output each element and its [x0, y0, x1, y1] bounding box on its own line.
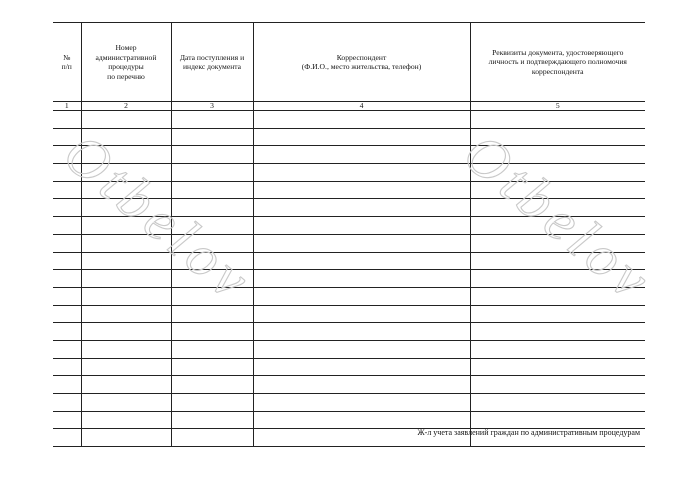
table-cell[interactable]	[81, 287, 171, 305]
table-cell[interactable]	[171, 128, 253, 146]
table-cell[interactable]	[53, 340, 81, 358]
table-cell[interactable]	[53, 358, 81, 376]
table-cell[interactable]	[253, 358, 470, 376]
table-cell[interactable]	[81, 181, 171, 199]
header-row-number	[53, 23, 81, 102]
header-row-number-text: № п/п	[61, 52, 72, 71]
journal-body	[53, 111, 645, 447]
table-row	[53, 164, 645, 182]
table-cell[interactable]	[470, 394, 645, 412]
table-cell[interactable]	[171, 181, 253, 199]
table-cell[interactable]	[81, 146, 171, 164]
table-cell[interactable]	[253, 340, 470, 358]
table-cell[interactable]	[81, 323, 171, 341]
table-row	[53, 358, 645, 376]
column-number: 2	[81, 102, 171, 111]
table-cell[interactable]	[470, 146, 645, 164]
table-row	[53, 252, 645, 270]
table-cell[interactable]	[171, 270, 253, 288]
table-cell[interactable]	[171, 429, 253, 447]
table-cell[interactable]	[470, 305, 645, 323]
table-cell[interactable]	[253, 199, 470, 217]
table-cell[interactable]	[470, 217, 645, 235]
header-document-details-text: Реквизиты документа, удостоверяющего личность и подтверждающего полномочия корреспондента	[488, 47, 627, 76]
table-cell[interactable]	[81, 111, 171, 129]
table-row	[53, 270, 645, 288]
table-row	[53, 394, 645, 412]
table-cell[interactable]	[470, 252, 645, 270]
table-cell[interactable]	[53, 217, 81, 235]
table-cell[interactable]	[81, 252, 171, 270]
column-number: 4	[253, 102, 470, 111]
table-cell[interactable]	[470, 340, 645, 358]
table-cell[interactable]	[253, 217, 470, 235]
table-cell[interactable]	[470, 199, 645, 217]
table-cell[interactable]	[53, 111, 81, 129]
table-row	[53, 111, 645, 129]
table-cell[interactable]	[470, 358, 645, 376]
table-cell[interactable]	[470, 270, 645, 288]
table-cell[interactable]	[81, 305, 171, 323]
header-procedure-number-text: Номер административной процедуры по перечню	[95, 43, 157, 81]
table-cell[interactable]	[53, 394, 81, 412]
table-cell[interactable]	[81, 234, 171, 252]
table-cell[interactable]	[171, 164, 253, 182]
header-correspondent-text: Корреспондент (Ф.И.О., место жительства, телефон)	[301, 52, 422, 71]
table-cell[interactable]	[53, 164, 81, 182]
table-cell[interactable]	[53, 128, 81, 146]
column-number: 1	[53, 102, 81, 111]
header-row	[53, 23, 645, 102]
table-cell[interactable]	[53, 305, 81, 323]
table-cell[interactable]	[53, 252, 81, 270]
table-cell[interactable]	[470, 181, 645, 199]
table-cell[interactable]	[53, 323, 81, 341]
table-cell[interactable]	[81, 128, 171, 146]
table-row	[53, 217, 645, 235]
table-cell[interactable]	[53, 429, 81, 447]
header-document-details	[470, 23, 645, 102]
table-cell[interactable]	[253, 252, 470, 270]
table-cell[interactable]	[253, 305, 470, 323]
header-receipt-date	[171, 23, 253, 102]
table-cell[interactable]	[81, 340, 171, 358]
table-row	[53, 146, 645, 164]
watermark-left-text: Otbelov	[51, 120, 267, 315]
table-row	[53, 411, 645, 429]
table-cell[interactable]	[253, 111, 470, 129]
table-cell[interactable]	[470, 411, 645, 429]
header-correspondent	[253, 23, 470, 102]
table-row	[53, 305, 645, 323]
table-cell[interactable]	[470, 376, 645, 394]
table-row	[53, 376, 645, 394]
table-cell[interactable]	[81, 411, 171, 429]
table-cell[interactable]	[171, 111, 253, 129]
table-row	[53, 340, 645, 358]
table-cell[interactable]	[171, 287, 253, 305]
journal-footer-title: Ж-л учета заявлений граждан по административным процедурам	[417, 428, 640, 437]
table-cell[interactable]	[253, 323, 470, 341]
table-cell[interactable]	[53, 376, 81, 394]
table-cell[interactable]	[53, 234, 81, 252]
table-cell[interactable]	[53, 411, 81, 429]
table-cell[interactable]	[253, 270, 470, 288]
table-row	[53, 323, 645, 341]
table-cell[interactable]	[171, 358, 253, 376]
table-row	[53, 181, 645, 199]
table-row	[53, 128, 645, 146]
table-cell[interactable]	[253, 181, 470, 199]
table-cell[interactable]	[171, 394, 253, 412]
table-cell[interactable]	[171, 411, 253, 429]
table-cell[interactable]	[253, 146, 470, 164]
journal-table	[53, 22, 645, 447]
table-cell[interactable]	[53, 181, 81, 199]
table-cell[interactable]	[53, 270, 81, 288]
table-cell[interactable]	[171, 340, 253, 358]
table-cell[interactable]	[470, 234, 645, 252]
header-procedure-number	[81, 23, 171, 102]
table-cell[interactable]	[171, 323, 253, 341]
table-cell[interactable]	[171, 252, 253, 270]
table-cell[interactable]	[171, 376, 253, 394]
table-row	[53, 199, 645, 217]
table-cell[interactable]	[81, 429, 171, 447]
column-number-row	[53, 102, 645, 111]
table-cell[interactable]	[253, 128, 470, 146]
table-cell[interactable]	[53, 146, 81, 164]
column-number: 5	[470, 102, 645, 111]
table-cell[interactable]	[253, 234, 470, 252]
table-cell[interactable]	[253, 411, 470, 429]
table-cell[interactable]	[171, 217, 253, 235]
table-cell[interactable]	[53, 287, 81, 305]
table-cell[interactable]	[253, 164, 470, 182]
table-row	[53, 287, 645, 305]
table-cell[interactable]	[81, 358, 171, 376]
table-cell[interactable]	[81, 199, 171, 217]
table-cell[interactable]	[253, 287, 470, 305]
watermark-right-text: Otbelov	[451, 120, 667, 315]
table-cell[interactable]	[171, 199, 253, 217]
table-cell[interactable]	[81, 164, 171, 182]
table-cell[interactable]	[171, 234, 253, 252]
table-cell[interactable]	[253, 394, 470, 412]
table-cell[interactable]	[171, 305, 253, 323]
table-cell[interactable]	[53, 199, 81, 217]
table-cell[interactable]	[253, 376, 470, 394]
header-receipt-date-text: Дата поступления и индекс документа	[179, 52, 245, 71]
table-cell[interactable]	[470, 111, 645, 129]
table-cell[interactable]	[470, 323, 645, 341]
table-cell[interactable]	[81, 270, 171, 288]
table-cell[interactable]	[81, 217, 171, 235]
table-cell[interactable]	[470, 164, 645, 182]
table-cell[interactable]	[81, 376, 171, 394]
table-cell[interactable]	[470, 128, 645, 146]
table-row	[53, 234, 645, 252]
column-number: 3	[171, 102, 253, 111]
table-cell[interactable]	[81, 394, 171, 412]
table-cell[interactable]	[470, 287, 645, 305]
table-cell[interactable]	[171, 146, 253, 164]
